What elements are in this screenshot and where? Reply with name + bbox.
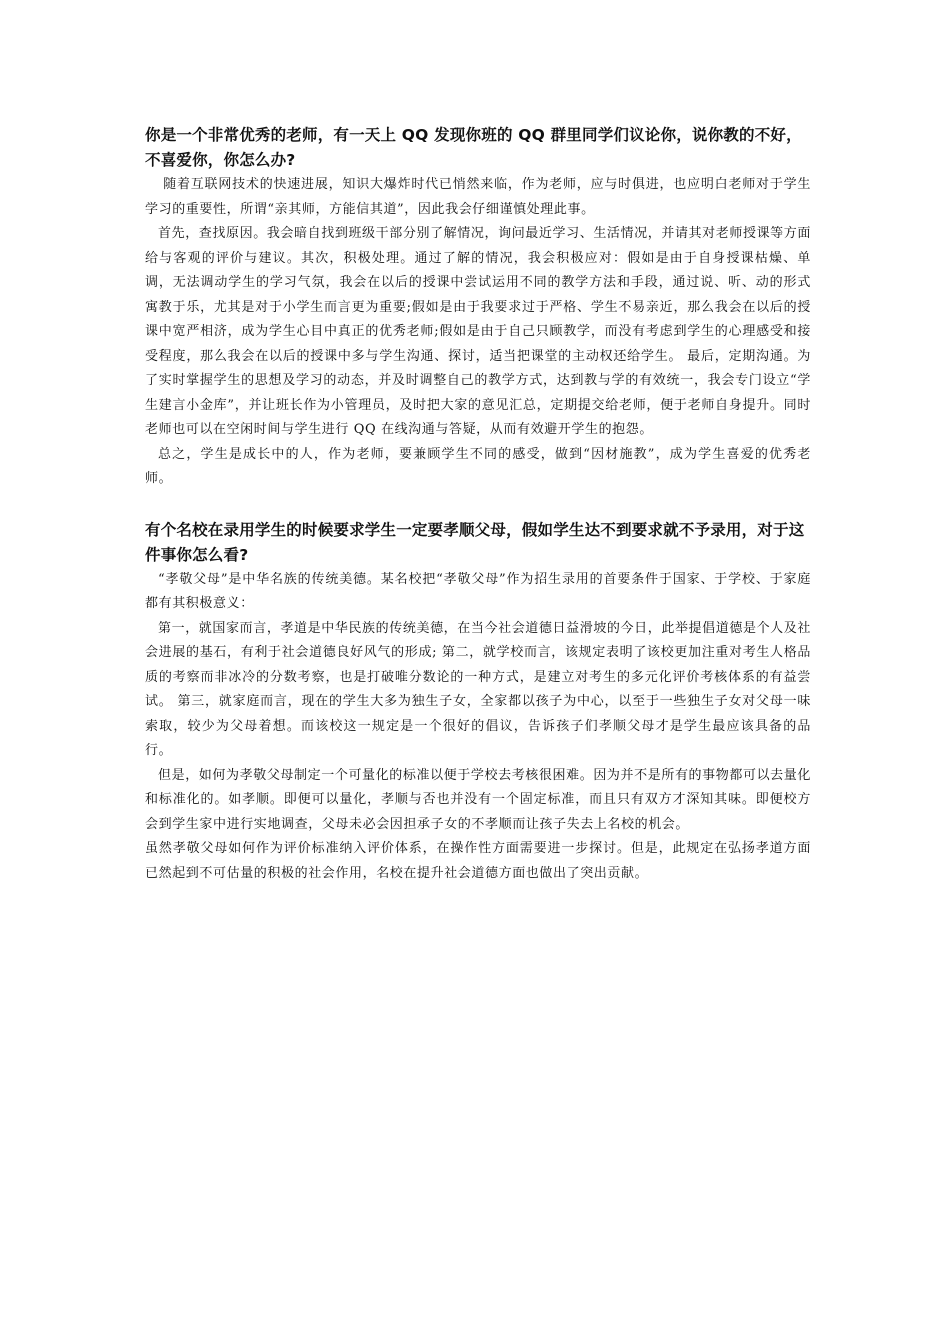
- paragraph-2-4: 虽然孝敬父母如何作为评价标准纳入评价体系，在操作性方面需要进一步探讨。但是，此规定在弘扬孝道方面已然起到不可估量的积极的社会作用，名校在提升社会道德方面也做出了突出贡献。: [145, 841, 811, 881]
- section-divider: [145, 492, 811, 518]
- paragraph-1-1: 随着互联网技术的快速进展，知识大爆炸时代已悄然来临，作为老师，应与时俱进，也应明白老师对于学生学习的重要性，所谓“亲其师，方能信其道”，因此我会仔细谨慎处理此事。: [145, 177, 811, 217]
- document-page: [145, 123, 811, 886]
- paragraph-1-2: 首先，查找原因。我会暗自找到班级干部分别了解情况，询问最近学习、生活情况，并请其对老师授课等方面给与客观的评价与建议。其次，积极处理。通过了解的情况，我会积极应对：假如是由于自身授课枯燥、单调，无法调动学生的学习气氛，我会在以后的授课中尝试运用不同的教学方法和手段，通过说、听、动的形式寓教于乐，尤其是对于小学生而言更为重要;假如是由于我要求过于严格、学生不易亲近，那么我会在以后的授课中宽严相济，成为学生心目中真正的优秀老师;假如是由于自己只顾教学，而没有考虑到学生的心理感受和接受程度，那么我会在以后的授课中多与学生沟通、探讨，适当把课堂的主动权还给学生。 最后，定期沟通。为了实时掌握学生的思想及学习的动态，并及时调整自己的教学方式，达到教与学的有效统一，我会专门设立“学生建言小金库”，并让班长作为小管理员，及时把大家的意见汇总，定期提交给老师，便于老师自身提升。同时老师也可以在空闲时间与学生进行 QQ 在线沟通与答疑，从而有效避开学生的抱怨。: [145, 226, 811, 437]
- paragraph-2-1: “孝敬父母”是中华名族的传统美德。某名校把“孝敬父母”作为招生录用的首要条件于国家、于学校、于家庭都有其积极意义：: [145, 571, 811, 611]
- paragraph-2-3: 但是，如何为孝敬父母制定一个可量化的标准以便于学校去考核很困难。因为并不是所有的事物都可以去量化和标准化的。如孝顺。即便可以量化，孝顺与否也并没有一个固定标准，而且只有双方才深知其味。即便校方会到学生家中进行实地调查，父母未必会因担承子女的不孝顺而让孩子失去上名校的机会。: [145, 767, 811, 832]
- paragraph-2-2: 第一，就国家而言，孝道是中华民族的传统美德，在当今社会道德日益滑坡的今日，此举提倡道德是个人及社会进展的基石，有利于社会道德良好风气的形成; 第二，就学校而言，该规定表明了该校更加注重对考生人格品质的考察而非冰冷的分数考察，也是打破唯分数论的一种方式，是建立对考生的多元化评价考核体系的有益尝试。 第三，就家庭而言，现在的学生大多为独生子女，全家都以孩子为中心，以至于一些独生子女对父母一味索取，较少为父母着想。而该校这一规定是一个很好的倡议，告诉孩子们孝顺父母才是学生最应该具备的品行。: [145, 620, 811, 758]
- paragraph-1-3: 总之，学生是成长中的人，作为老师，要兼顾学生不同的感受，做到“因材施教”，成为学生喜爱的优秀老师。: [145, 446, 811, 486]
- question-title-1: 你是一个非常优秀的老师，有一天上 QQ 发现你班的 QQ 群里同学们议论你，说你教的不好，不喜爱你，你怎么办?: [145, 126, 802, 169]
- question-title-2: 有个名校在录用学生的时候要求学生一定要孝顺父母，假如学生达不到要求就不予录用，对于这件事你怎么看?: [145, 520, 805, 564]
